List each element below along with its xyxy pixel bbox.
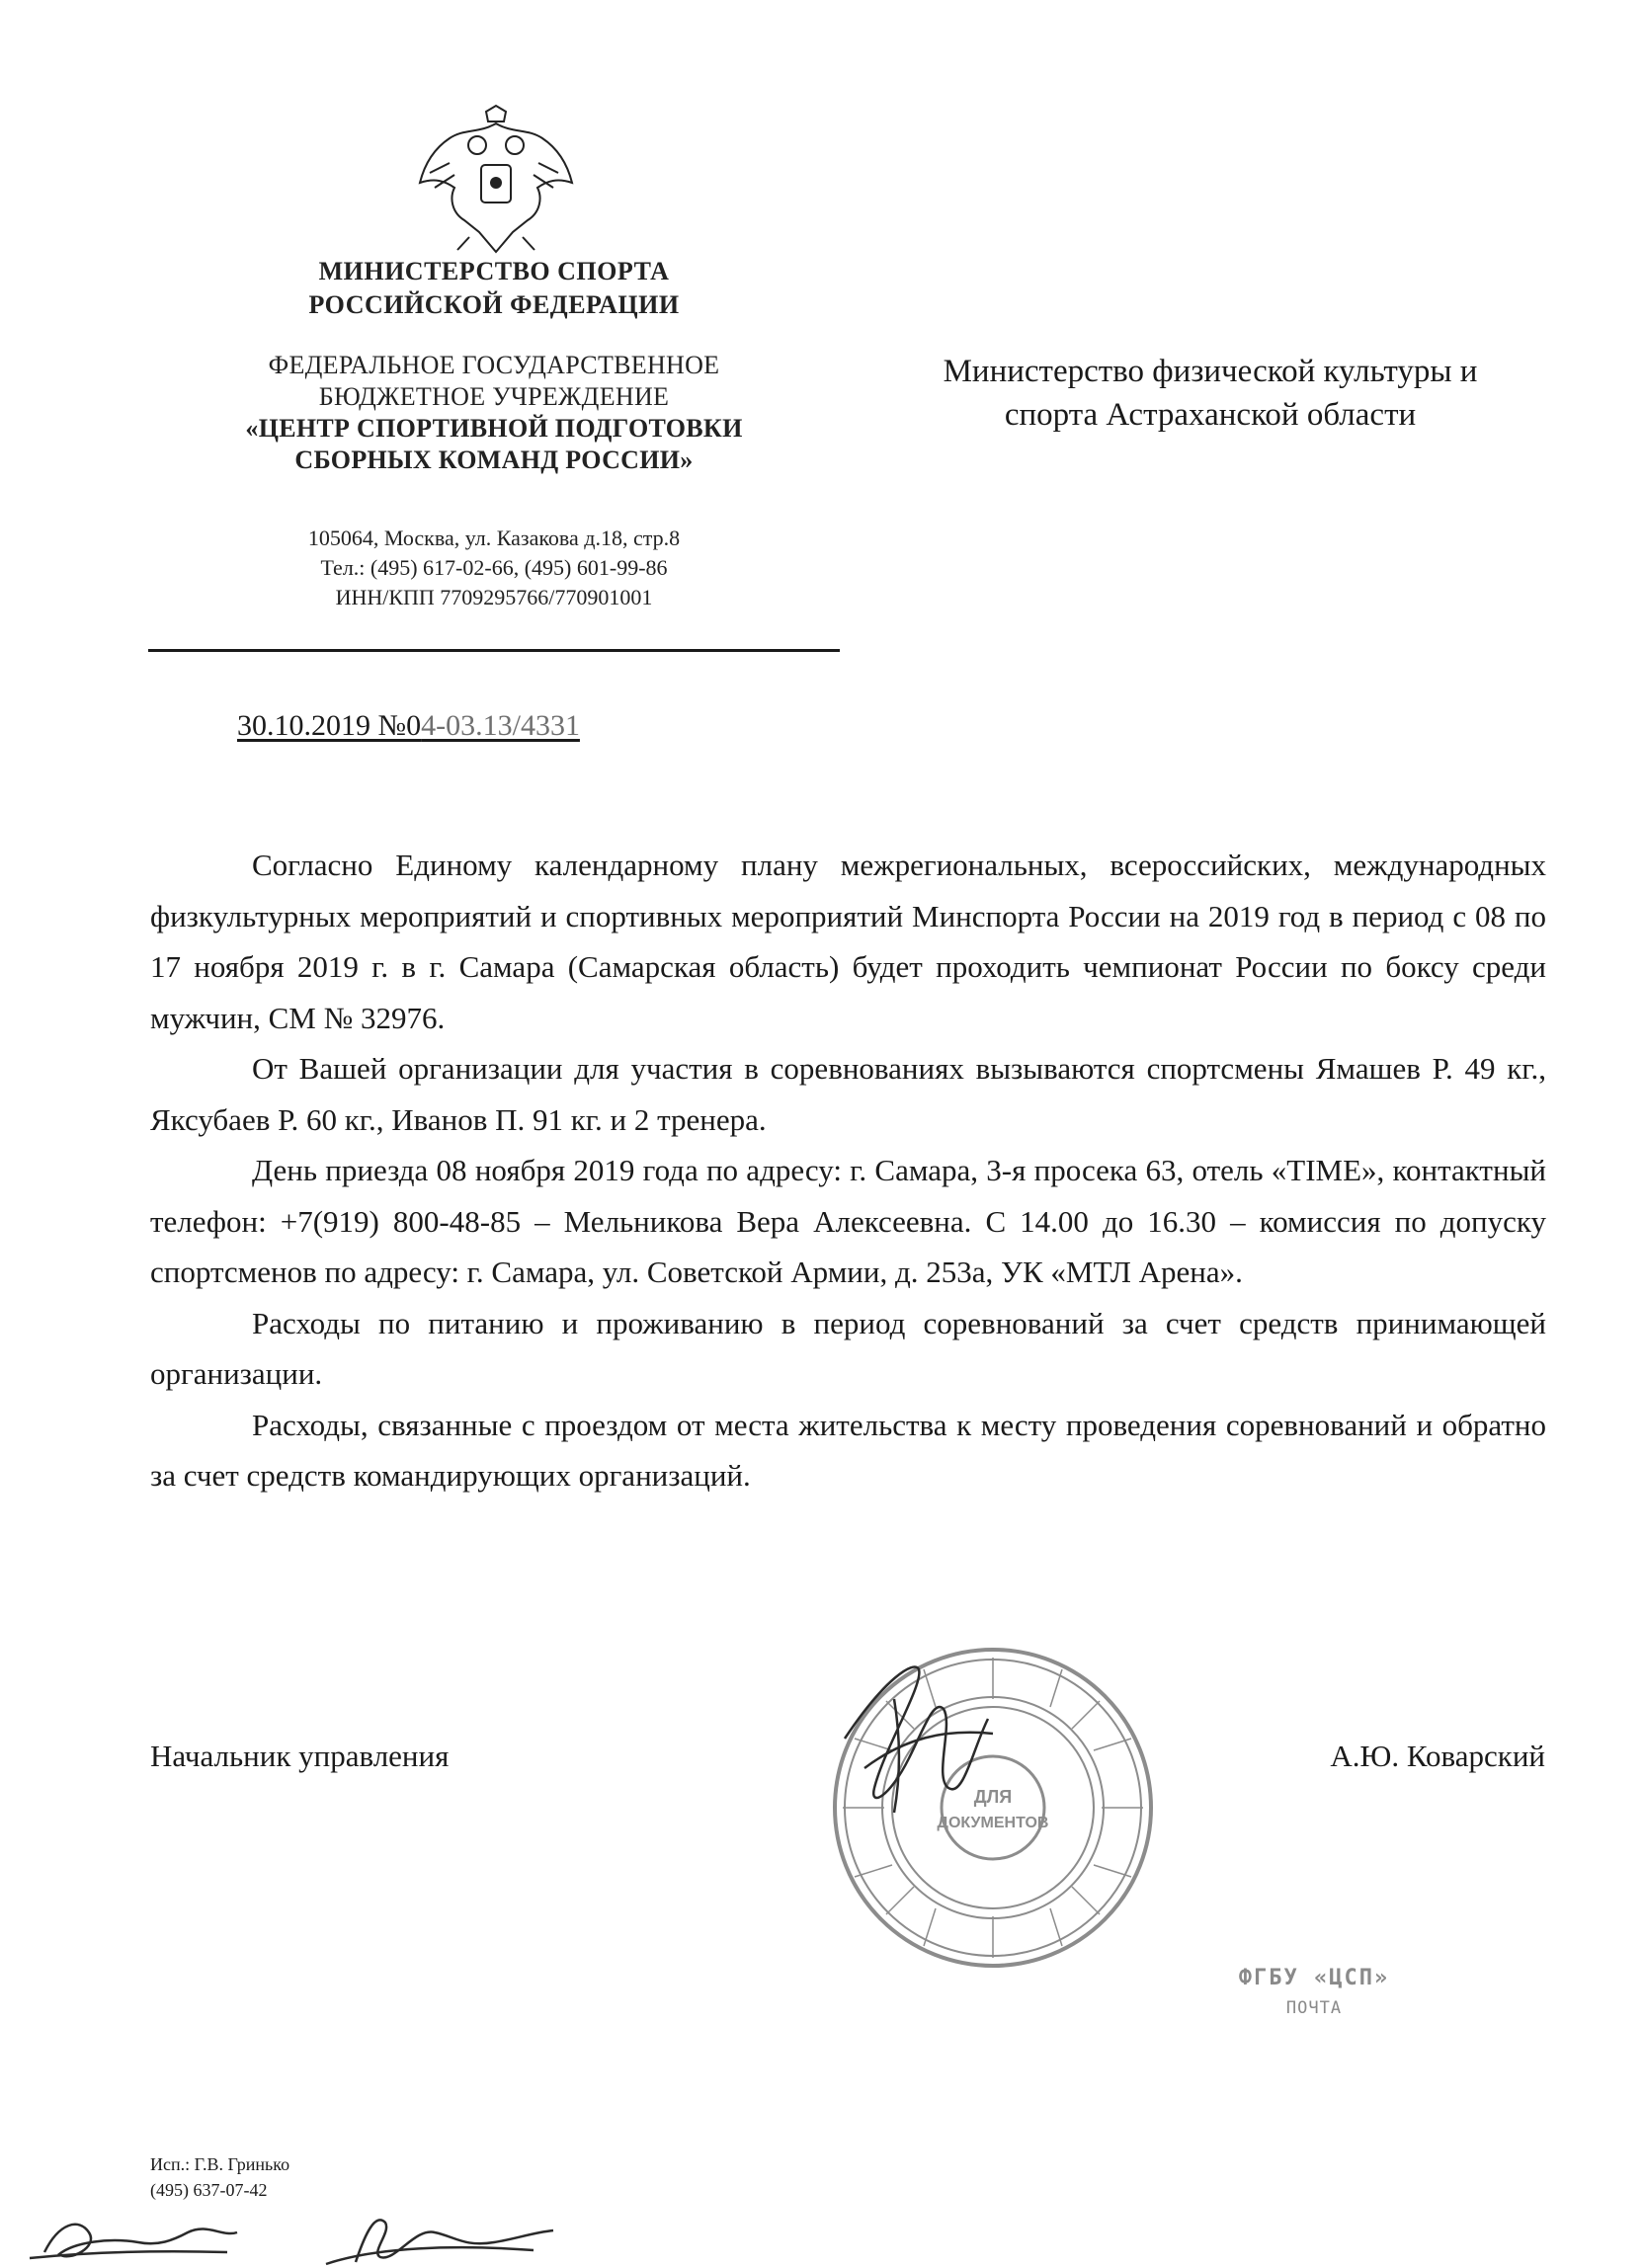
mail-mark-line-2: ПОЧТА: [1285, 1998, 1343, 2018]
seal-center-line-2: ДОКУМЕНТОВ: [937, 1815, 1049, 1831]
org-line-3: «ЦЕНТР СПОРТИВНОЙ ПОДГОТОВКИ: [245, 414, 743, 443]
ministry-name: [148, 255, 840, 322]
registration-date: 30.10.2019 №0: [237, 709, 422, 742]
header-divider: [148, 649, 840, 652]
round-seal-stamp: [825, 1640, 1161, 1976]
mail-mark: [1166, 1966, 1462, 2018]
recipient-line-2: спорта Астраханской области: [1004, 397, 1417, 433]
body-paragraph-5: Расходы, связанные с проездом от места жительства к месту проведения соревнований и обратно за счет средств командирующих организаций.: [150, 1407, 1546, 1493]
body-paragraph-3: День приезда 08 ноября 2019 года по адресу: г. Самара, 3-я просека 63, отель «TIME», контактный телефон: +7(919) 800-48-85 – Мельникова Вера Алексеевна. С 14.00 до 16.30 – комиссия по допуску спортсменов по адресу: г. Самара, ул. Советской Армии, д. 253а, УК «МТЛ Арена».: [150, 1153, 1546, 1289]
org-inn: ИНН/КПП 7709295766/770901001: [335, 585, 653, 609]
signatory-name: А.Ю. Коварский: [1330, 1739, 1545, 1773]
handwritten-signature: [845, 1667, 993, 1813]
registration-number: [237, 709, 580, 743]
organization-name: [148, 350, 840, 476]
handwritten-initials: [0, 2193, 692, 2268]
mail-mark-line-1: ФГБУ «ЦСП»: [1238, 1966, 1390, 1990]
body-paragraph-4: Расходы по питанию и проживанию в период соревнований за счет средств принимающей организации.: [150, 1305, 1546, 1391]
recipient-line-1: Министерство физической культуры и: [943, 354, 1478, 389]
recipient-block: [869, 350, 1551, 437]
org-contacts: [148, 524, 840, 612]
ministry-line-1: МИНИСТЕРСТВО СПОРТА: [318, 257, 670, 285]
signatory-title: Начальник управления: [150, 1739, 450, 1773]
seal-center-line-1: ДЛЯ: [973, 1787, 1013, 1807]
org-line-1: ФЕДЕРАЛЬНОЕ ГОСУДАРСТВЕННОЕ: [268, 351, 720, 379]
org-line-2: БЮДЖЕТНОЕ УЧРЕЖДЕНИЕ: [318, 382, 670, 411]
coat-of-arms-icon: [410, 104, 583, 257]
ministry-line-2: РОССИЙСКОЙ ФЕДЕРАЦИИ: [308, 290, 680, 319]
registration-number-rest: 4-03.13/4331: [421, 709, 580, 742]
org-line-4: СБОРНЫХ КОМАНД РОССИИ»: [294, 446, 694, 474]
executor-name: Исп.: Г.В. Гринько: [150, 2154, 290, 2174]
body-paragraph-1: Согласно Единому календарному плану межрегиональных, всероссийских, международных физкультурных мероприятий и спортивных мероприятий Минспорта России на 2019 год в период с 08 по 17 ноября 2019 г. в г. Самара (Самарская область) будет проходить чемпионат России по боксу среди мужчин, СМ № 32976.: [150, 848, 1546, 1035]
org-phone: Тел.: (495) 617-02-66, (495) 601-99-86: [320, 555, 668, 580]
executor-phone: (495) 637-07-42: [150, 2180, 268, 2200]
body-paragraph-2: От Вашей организации для участия в соревнованиях вызываются спортсмены Ямашев Р. 49 кг., Яксубаев Р. 60 кг., Иванов П. 91 кг. и 2 тренера.: [150, 1051, 1546, 1137]
letter-body: [150, 840, 1546, 1501]
org-address: 105064, Москва, ул. Казакова д.18, стр.8: [307, 526, 681, 550]
